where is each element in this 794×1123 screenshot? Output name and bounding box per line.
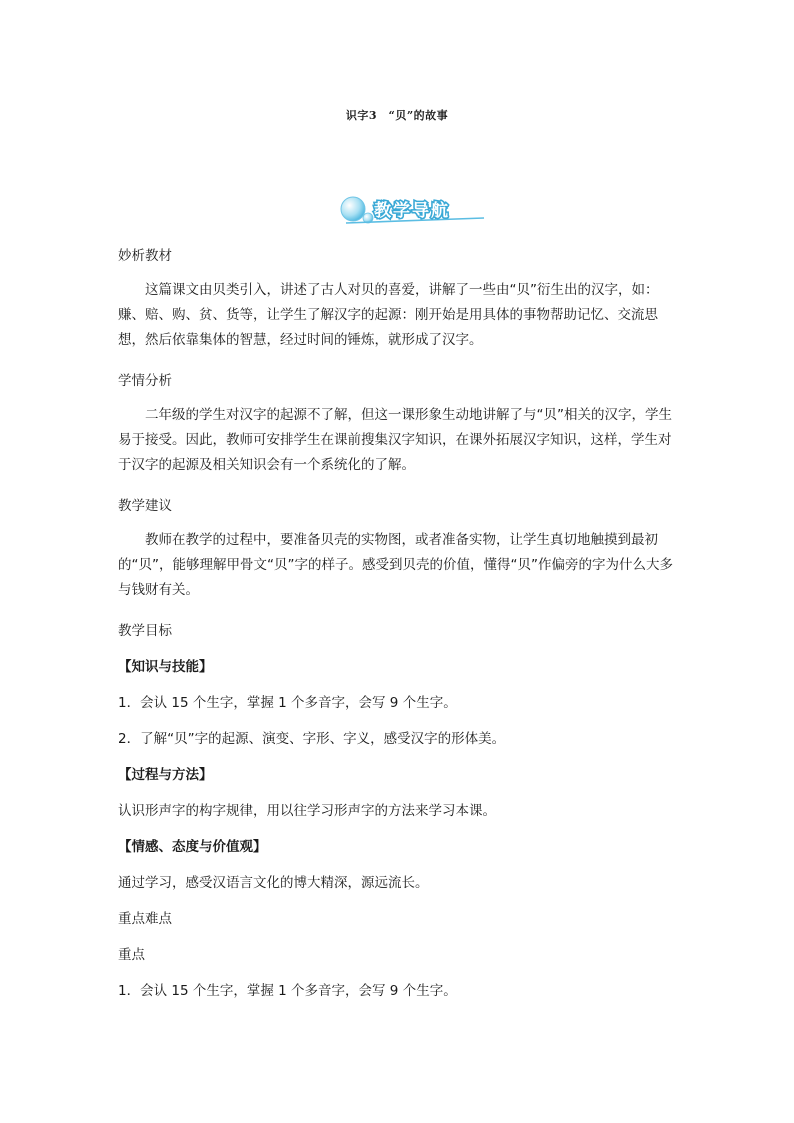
section-heading-analysis: 妙析教材 — [118, 248, 172, 264]
knowledge-item-2: 2．了解“贝”字的起源、演变、字形、字义，感受汉字的形体美。 — [118, 731, 506, 747]
bubble-icon — [341, 197, 365, 221]
analysis-paragraph: 这篇课文由贝类引入，讲述了古人对贝的喜爱，讲解了一些由“贝”衍生出的汉字，如：赚、赔、购、贫、货等，让学生了解汉字的起源：刚开始是用具体的事物帮助记忆、交流思想，然后依靠集体的智慧，经过时间的锤炼，就形成了汉字。 — [118, 282, 659, 348]
emotion-text: 通过学习，感受汉语言文化的博大精深，源远流长。 — [118, 875, 429, 891]
teaching-nav-banner — [338, 190, 488, 230]
student-paragraph: 二年级的学生对汉字的起源不了解，但这一课形象生动地讲解了与“贝”相关的汉字，学生易于接受。因此，教师可安排学生在课前搜集汉字知识，在课外拓展汉字知识，这样，学生对于汉字的起源及相关知识会有一个系统化的了解。 — [118, 407, 672, 473]
process-heading: 【过程与方法】 — [118, 767, 213, 783]
page-title: 识字3 “贝”的故事 — [345, 109, 449, 122]
section-heading-goals: 教学目标 — [118, 623, 172, 639]
section-heading-student: 学情分析 — [118, 373, 172, 389]
banner-text: 教学导航 — [374, 201, 450, 221]
knowledge-item-1: 1．会认 15 个生字，掌握 1 个多音字，会写 9 个生字。 — [118, 695, 457, 711]
emotion-heading: 【情感、态度与价值观】 — [118, 839, 267, 855]
key-item-1: 1．会认 15 个生字，掌握 1 个多音字，会写 9 个生字。 — [118, 983, 457, 999]
section-heading-key: 重点难点 — [118, 911, 172, 927]
process-text: 认识形声字的构字规律，用以往学习形声字的方法来学习本课。 — [118, 803, 496, 819]
section-heading-suggest: 教学建议 — [118, 498, 172, 514]
document-body — [118, 246, 678, 1001]
key-subheading: 重点 — [118, 947, 145, 963]
suggest-paragraph: 教师在教学的过程中，要准备贝壳的实物图，或者准备实物，让学生真切地触摸到最初的“贝”，能够理解甲骨文“贝”字的样子。感受到贝壳的价值，懂得“贝”作偏旁的字为什么大多与钱财有关。 — [118, 532, 673, 598]
knowledge-heading: 【知识与技能】 — [118, 659, 213, 675]
